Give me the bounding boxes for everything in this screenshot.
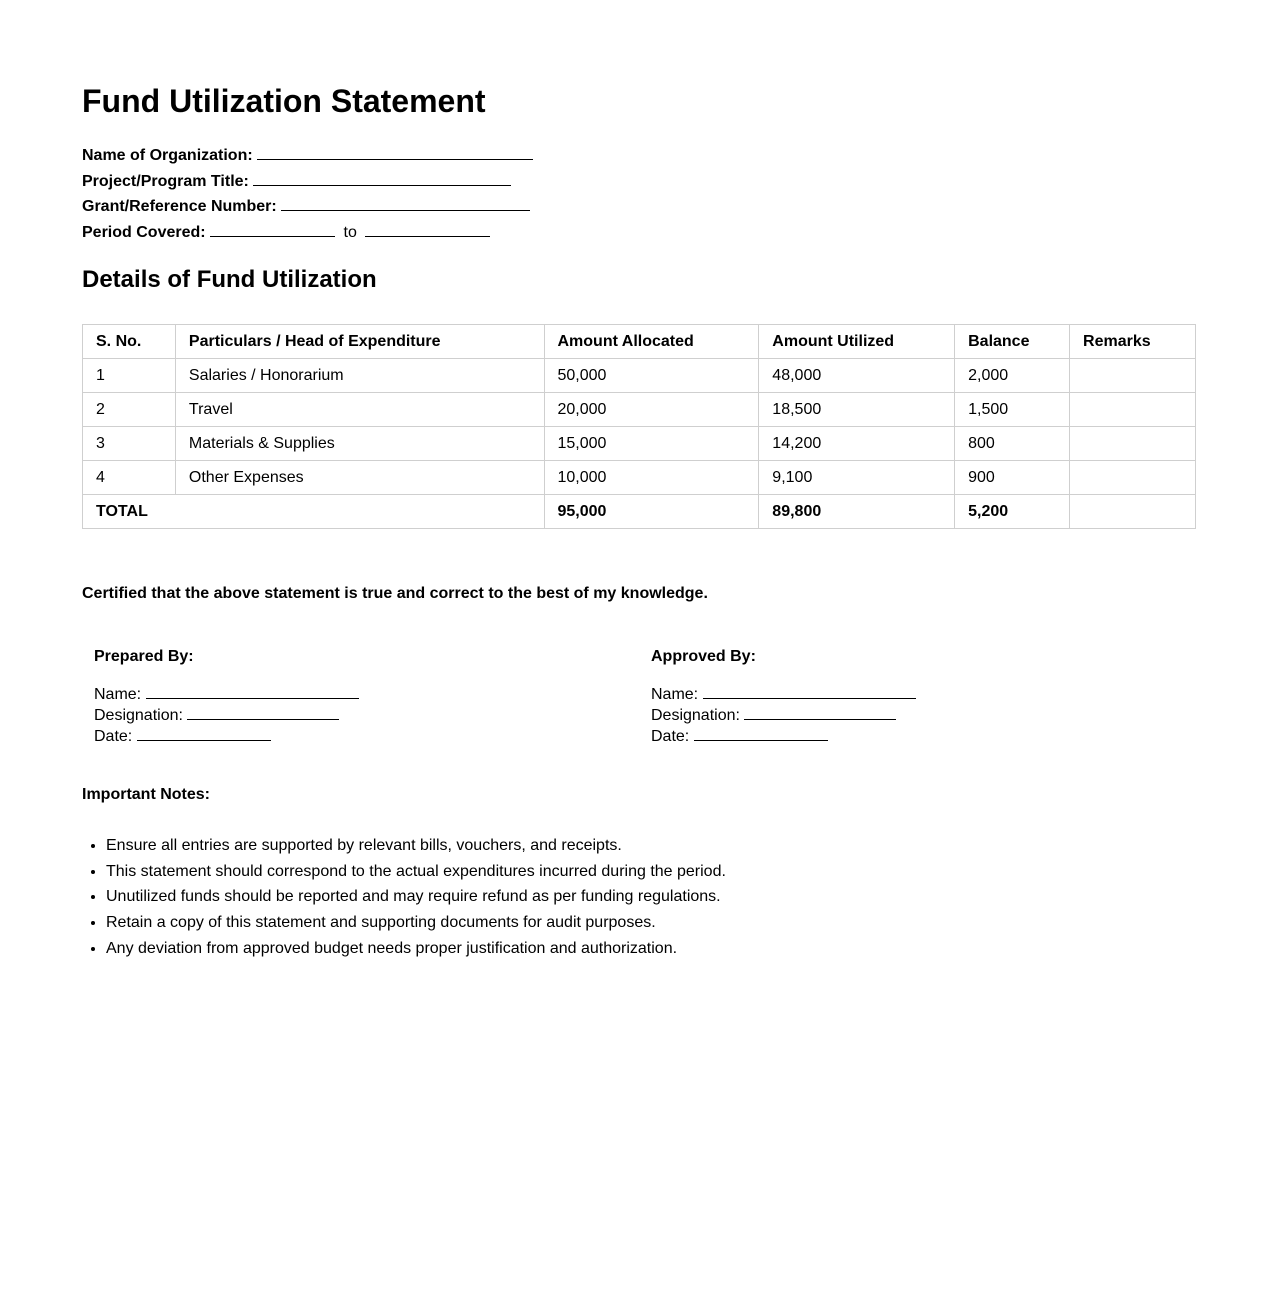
section-heading: Details of Fund Utilization bbox=[82, 266, 377, 293]
organization-label: Name of Organization: bbox=[82, 147, 253, 164]
project-label: Project/Program Title: bbox=[82, 172, 249, 190]
prepared-designation-blank[interactable] bbox=[187, 704, 339, 720]
approved-date-blank[interactable] bbox=[694, 725, 828, 741]
balance-cell: 900 bbox=[955, 461, 1070, 495]
total-label-cell: TOTAL bbox=[83, 495, 545, 529]
prepared-date-row bbox=[94, 725, 359, 746]
total-balance-cell: 5,200 bbox=[955, 495, 1070, 529]
column-header: S. No. bbox=[83, 325, 176, 359]
prepared-name-row bbox=[94, 683, 359, 704]
prepared-by-block bbox=[94, 647, 359, 746]
approved-by-block bbox=[651, 647, 916, 746]
column-header: Amount Utilized bbox=[759, 325, 955, 359]
sno-cell: 2 bbox=[83, 393, 176, 427]
allocated-cell: 10,000 bbox=[544, 461, 759, 495]
total-allocated-cell: 95,000 bbox=[544, 495, 759, 529]
approved-name-blank[interactable] bbox=[703, 683, 916, 699]
particulars-cell: Travel bbox=[175, 393, 544, 427]
page-title: Fund Utilization Statement bbox=[82, 83, 486, 119]
grant-row bbox=[82, 195, 533, 221]
prepared-date-label: Date: bbox=[94, 728, 133, 745]
organization-row bbox=[82, 144, 533, 170]
period-label: Period Covered: bbox=[82, 224, 206, 242]
period-to-label: to bbox=[343, 224, 357, 242]
approved-name-row bbox=[651, 683, 916, 704]
approved-name-label: Name: bbox=[651, 686, 699, 703]
column-header: Amount Allocated bbox=[544, 325, 759, 359]
project-row bbox=[82, 170, 533, 196]
table-header-row bbox=[83, 325, 1196, 359]
column-header: Remarks bbox=[1070, 325, 1196, 359]
approved-by-heading: Approved By: bbox=[651, 648, 756, 665]
note-item: • Ensure all entries are supported by relevant bills, vouchers, and receipts. bbox=[106, 833, 726, 859]
sno-cell: 1 bbox=[83, 359, 176, 393]
sno-cell: 3 bbox=[83, 427, 176, 461]
grant-label: Grant/Reference Number: bbox=[82, 198, 277, 216]
project-blank[interactable] bbox=[253, 170, 511, 186]
particulars-cell: Salaries / Honorarium bbox=[175, 359, 544, 393]
balance-cell: 800 bbox=[955, 427, 1070, 461]
total-utilized-cell: 89,800 bbox=[759, 495, 955, 529]
table-row bbox=[83, 393, 1196, 427]
allocated-cell: 20,000 bbox=[544, 393, 759, 427]
table-row bbox=[83, 461, 1196, 495]
grant-blank[interactable] bbox=[281, 195, 530, 211]
note-item: • This statement should correspond to the actual expenditures incurred during the period. bbox=[106, 859, 726, 885]
utilized-cell: 48,000 bbox=[759, 359, 955, 393]
particulars-cell: Materials & Supplies bbox=[175, 427, 544, 461]
info-fields bbox=[82, 144, 533, 247]
notes-heading: Important Notes: bbox=[82, 786, 210, 803]
approved-date-row bbox=[651, 725, 916, 746]
remarks-cell[interactable] bbox=[1070, 427, 1196, 461]
period-from-blank[interactable] bbox=[210, 221, 335, 237]
balance-cell: 2,000 bbox=[955, 359, 1070, 393]
organization-blank[interactable] bbox=[257, 144, 533, 160]
balance-cell: 1,500 bbox=[955, 393, 1070, 427]
utilized-cell: 14,200 bbox=[759, 427, 955, 461]
prepared-designation-label: Designation: bbox=[94, 707, 183, 724]
remarks-cell[interactable] bbox=[1070, 359, 1196, 393]
remarks-cell[interactable] bbox=[1070, 393, 1196, 427]
column-header: Particulars / Head of Expenditure bbox=[175, 325, 544, 359]
note-item: • Unutilized funds should be reported and may require refund as per funding regulations. bbox=[106, 884, 726, 910]
approved-designation-row bbox=[651, 704, 916, 725]
remarks-cell[interactable] bbox=[1070, 461, 1196, 495]
utilized-cell: 18,500 bbox=[759, 393, 955, 427]
allocated-cell: 50,000 bbox=[544, 359, 759, 393]
total-remarks-cell[interactable] bbox=[1070, 495, 1196, 529]
period-to-blank[interactable] bbox=[365, 221, 490, 237]
approved-date-label: Date: bbox=[651, 728, 690, 745]
column-header: Balance bbox=[955, 325, 1070, 359]
table-total-row bbox=[83, 495, 1196, 529]
prepared-date-blank[interactable] bbox=[137, 725, 271, 741]
approved-designation-label: Designation: bbox=[651, 707, 740, 724]
certification-statement: Certified that the above statement is true and correct to the best of my knowledge. bbox=[82, 585, 708, 602]
prepared-name-label: Name: bbox=[94, 686, 142, 703]
particulars-cell: Other Expenses bbox=[175, 461, 544, 495]
approved-designation-blank[interactable] bbox=[744, 704, 896, 720]
prepared-designation-row bbox=[94, 704, 359, 725]
note-item: • Any deviation from approved budget needs proper justification and authorization. bbox=[106, 936, 726, 962]
period-row bbox=[82, 221, 533, 247]
fund-utilization-table bbox=[82, 324, 1196, 529]
table-row bbox=[83, 427, 1196, 461]
utilized-cell: 9,100 bbox=[759, 461, 955, 495]
sno-cell: 4 bbox=[83, 461, 176, 495]
allocated-cell: 15,000 bbox=[544, 427, 759, 461]
prepared-name-blank[interactable] bbox=[146, 683, 359, 699]
prepared-by-heading: Prepared By: bbox=[94, 648, 194, 665]
notes-list bbox=[82, 833, 726, 962]
table-row bbox=[83, 359, 1196, 393]
note-item: • Retain a copy of this statement and supporting documents for audit purposes. bbox=[106, 910, 726, 936]
